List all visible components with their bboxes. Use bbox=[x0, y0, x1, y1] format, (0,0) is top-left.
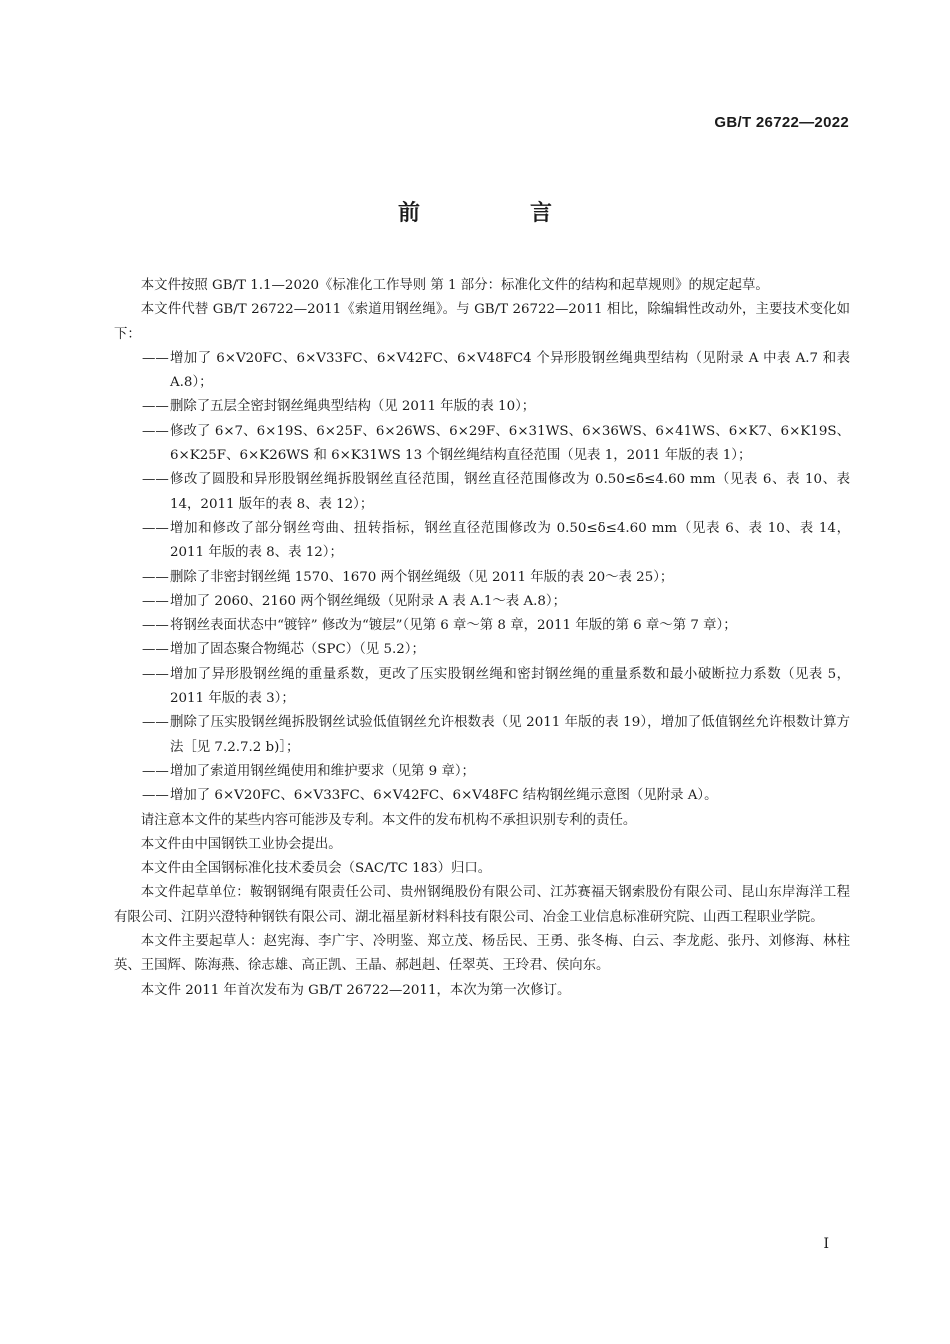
list-item bbox=[114, 566, 850, 590]
list-item-text: 修改了 6×7、6×19S、6×25F、6×26WS、6×29F、6×31WS、6×36WS、6×41WS、6×K7、6×K19S、6×K25F、6×K26WS 和 6×K31WS 13 个钢丝绳结构直径范围（见表 1，2011 年版的表 1）； bbox=[170, 423, 850, 464]
dash-marker: —— bbox=[142, 666, 169, 682]
list-item-text: 删除了压实股钢丝绳拆股钢丝试验低值钢丝允许根数表（见 2011 年版的表 19），增加了低值钢丝允许根数计算方法［见 7.2.7.2 b)］； bbox=[170, 715, 850, 755]
dash-marker: —— bbox=[142, 520, 169, 536]
list-item bbox=[114, 663, 850, 712]
dash-marker: —— bbox=[142, 788, 169, 804]
dash-marker: —— bbox=[142, 569, 169, 585]
list-item-text: 增加了 6×V20FC、6×V33FC、6×V42FC、6×V48FC 结构钢丝绳示意图（见附录 A）。 bbox=[170, 788, 718, 804]
foreword-body bbox=[114, 274, 850, 1003]
dash-marker: —— bbox=[142, 350, 169, 366]
page-title: 前 言 bbox=[397, 201, 596, 226]
list-item bbox=[114, 614, 850, 638]
list-item bbox=[114, 395, 850, 419]
paragraph-patent-notice: 请注意本文件的某些内容可能涉及专利。本文件的发布机构不承担识别专利的责任。 bbox=[140, 812, 637, 828]
list-item-text: 删除了五层全密封钢丝绳典型结构（见 2011 年版的表 10）； bbox=[170, 399, 536, 415]
paragraph-drafters: 本文件主要起草人：赵宪海、李广宇、冷明鉴、郑立茂、杨岳民、王勇、张冬梅、白云、李龙彪、张丹、刘修海、林柱英、王国辉、陈海燕、徐志雄、高正凯、王晶、郝赳赳、任翠英、王玲君、侯向东。 bbox=[114, 934, 850, 974]
list-item-text: 删除了非密封钢丝绳 1570、1670 两个钢丝绳级（见 2011 年版的表 20～表 25）； bbox=[170, 569, 674, 585]
list-item bbox=[114, 468, 850, 517]
list-item bbox=[114, 347, 850, 396]
paragraph-drafting-organizations: 本文件起草单位：鞍钢钢绳有限责任公司、贵州钢绳股份有限公司、江苏赛福天钢索股份有限公司、昆山东岸海洋工程有限公司、江阴兴澄特种钢铁有限公司、湖北福星新材料科技有限公司、冶金工业信息标准研究院、山西工程职业学院。 bbox=[114, 885, 850, 925]
list-item-text: 将钢丝表面状态中“镀锌” 修改为“镀层”（见第 6 章～第 8 章，2011 年版的第 6 章～第 7 章）； bbox=[170, 618, 737, 634]
dash-marker: —— bbox=[142, 423, 169, 439]
paragraph-drafting-rules: 本文件按照 GB/T 1.1—2020《标准化工作导则 第 1 部分：标准化文件的结构和起草规则》的规定起草。 bbox=[140, 278, 769, 293]
paragraph-replaces: 本文件代替 GB/T 26722—2011《索道用钢丝绳》。与 GB/T 26722—2011 相比，除编辑性改动外，主要技术变化如下： bbox=[114, 302, 850, 342]
list-item-text: 修改了圆股和异形股钢丝绳拆股钢丝直径范围，钢丝直径范围修改为 0.50≤δ≤4.60 mm（见表 6、表 10、表 14，2011 版年的表 8、表 12）； bbox=[170, 472, 850, 512]
dash-marker: —— bbox=[142, 618, 169, 634]
list-item bbox=[114, 420, 850, 469]
dash-marker: —— bbox=[142, 399, 169, 415]
list-item bbox=[114, 590, 850, 614]
dash-marker: —— bbox=[142, 593, 169, 609]
list-item-text: 增加了 2060、2160 两个钢丝绳级（见附录 A 表 A.1～表 A.8）； bbox=[170, 593, 566, 609]
list-item bbox=[114, 784, 850, 808]
list-item bbox=[114, 517, 850, 566]
list-item bbox=[114, 638, 850, 662]
page-number: I bbox=[823, 1236, 829, 1252]
dash-marker: —— bbox=[142, 715, 169, 731]
list-item-text: 增加了异形股钢丝绳的重量系数，更改了压实股钢丝绳和密封钢丝绳的重量系数和最小破断拉力系数（见表 5，2011 年版的表 3）； bbox=[170, 666, 850, 707]
document-code: GB/T 26722—2022 bbox=[714, 114, 849, 131]
dash-marker: —— bbox=[142, 763, 169, 779]
list-item bbox=[114, 711, 850, 760]
list-item bbox=[114, 760, 850, 784]
paragraph-publication-history: 本文件 2011 年首次发布为 GB/T 26722—2011，本次为第一次修订。 bbox=[140, 982, 571, 998]
technical-changes-list bbox=[114, 347, 850, 809]
list-item-text: 增加和修改了部分钢丝弯曲、扭转指标，钢丝直径范围修改为 0.50≤δ≤4.60 mm（见表 6、表 10、表 14，2011 年版的表 8、表 12）； bbox=[170, 520, 850, 561]
list-item-text: 增加了 6×V20FC、6×V33FC、6×V42FC、6×V48FC4 个异形股钢丝绳典型结构（见附录 A 中表 A.7 和表 A.8）； bbox=[170, 350, 850, 391]
dash-marker: —— bbox=[142, 472, 169, 488]
paragraph-technical-committee: 本文件由全国钢标准化技术委员会（SAC/TC 183）归口。 bbox=[140, 861, 492, 877]
list-item-text: 增加了索道用钢丝绳使用和维护要求（见第 9 章）； bbox=[170, 763, 475, 779]
list-item-text: 增加了固态聚合物绳芯（SPC）（见 5.2）； bbox=[170, 642, 425, 658]
paragraph-proposed-by: 本文件由中国钢铁工业协会提出。 bbox=[140, 836, 342, 852]
dash-marker: —— bbox=[142, 642, 169, 658]
